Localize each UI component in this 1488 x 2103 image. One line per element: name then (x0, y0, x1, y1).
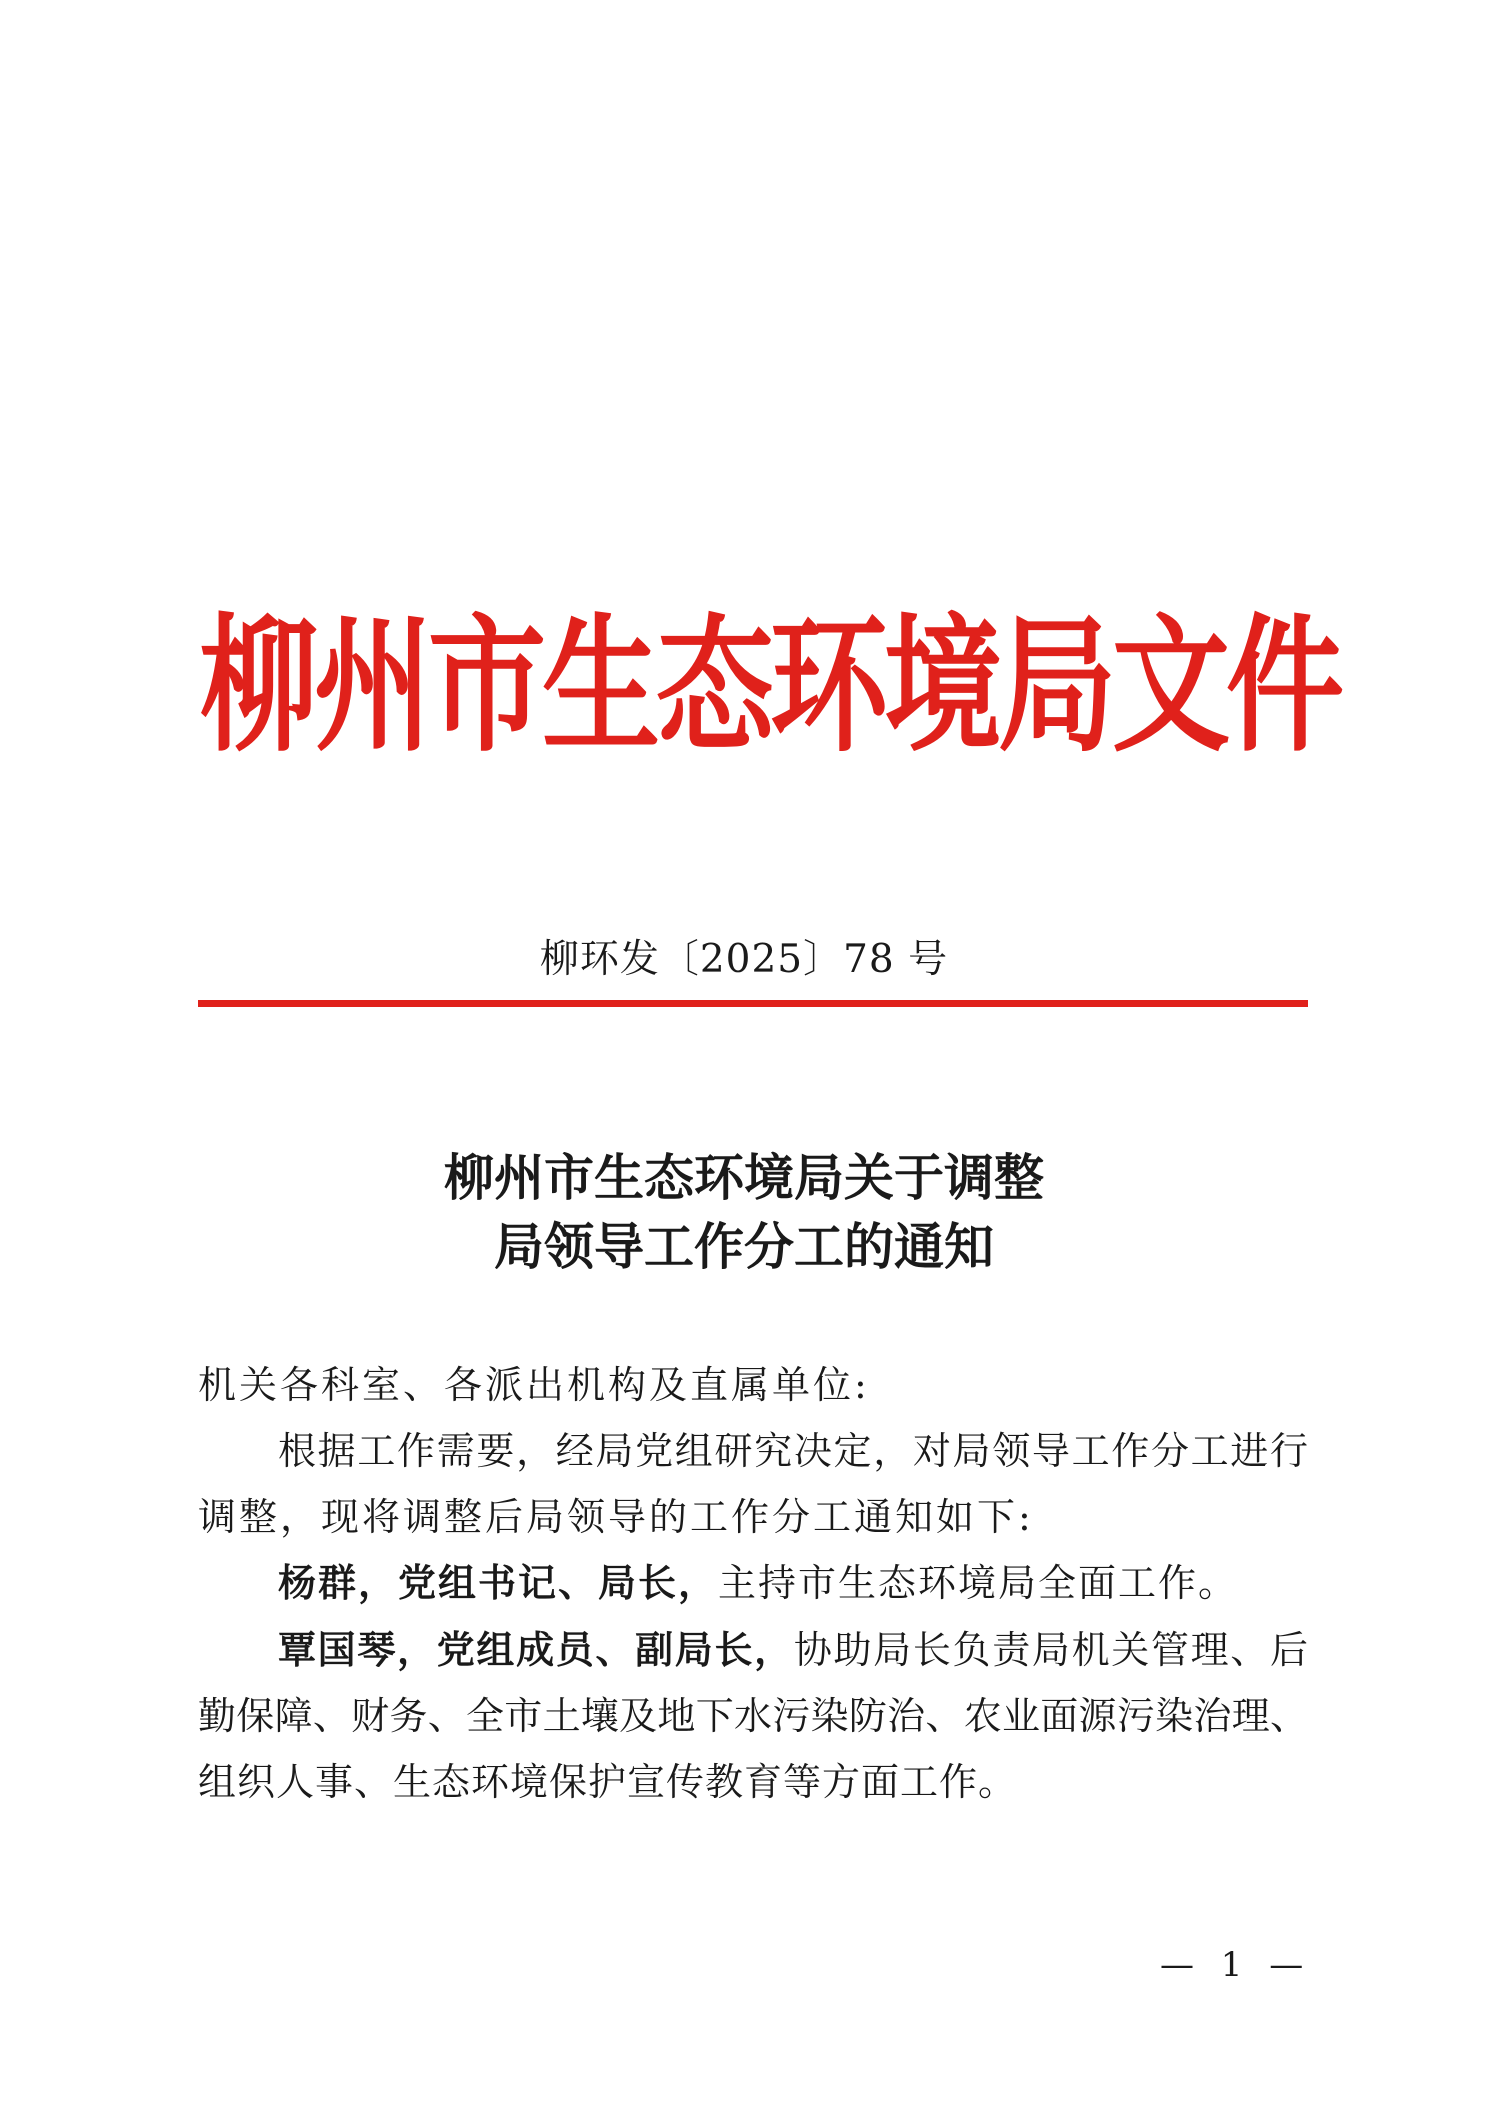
leader-1-duties: 主持市生态环境局全面工作。 (718, 1561, 1239, 1605)
leader-1-name-role: 杨群，党组书记、局长， (278, 1560, 719, 1605)
notice-title-line-2: 局领导工作分工的通知 (494, 1217, 994, 1276)
document-masthead: 柳州市生态环境局文件 (200, 599, 1341, 772)
page-number: — 1 — (1160, 1945, 1312, 1985)
paragraph-1 (198, 1560, 1308, 1605)
document-number: 柳环发〔2025〕78 号 (539, 937, 949, 982)
salutation: 机关各科室、各派出机构及直属单位: (198, 1363, 870, 1407)
leader-2-name-role: 覃国琴，党组成员、副局长， (278, 1627, 794, 1672)
paragraph-2-line-2: 勤保障、财务、全市土壤及地下水污染防治、农业面源污染治理、 (198, 1694, 1308, 1738)
red-separator-line (198, 1000, 1308, 1007)
intro-line-2: 调整，现将调整后局领导的工作分工通知如下: (198, 1495, 1034, 1539)
intro-line-1: 根据工作需要，经局党组研究决定，对局领导工作分工进行 (278, 1429, 1308, 1473)
notice-title-line-1: 柳州市生态环境局关于调整 (444, 1148, 1044, 1207)
leader-2-duties-line-1: 协助局长负责局机关管理、后 (793, 1628, 1308, 1672)
paragraph-2-line-3: 组织人事、生态环境保护宣传教育等方面工作。 (198, 1760, 1018, 1804)
paragraph-2-line-1 (198, 1627, 1308, 1672)
